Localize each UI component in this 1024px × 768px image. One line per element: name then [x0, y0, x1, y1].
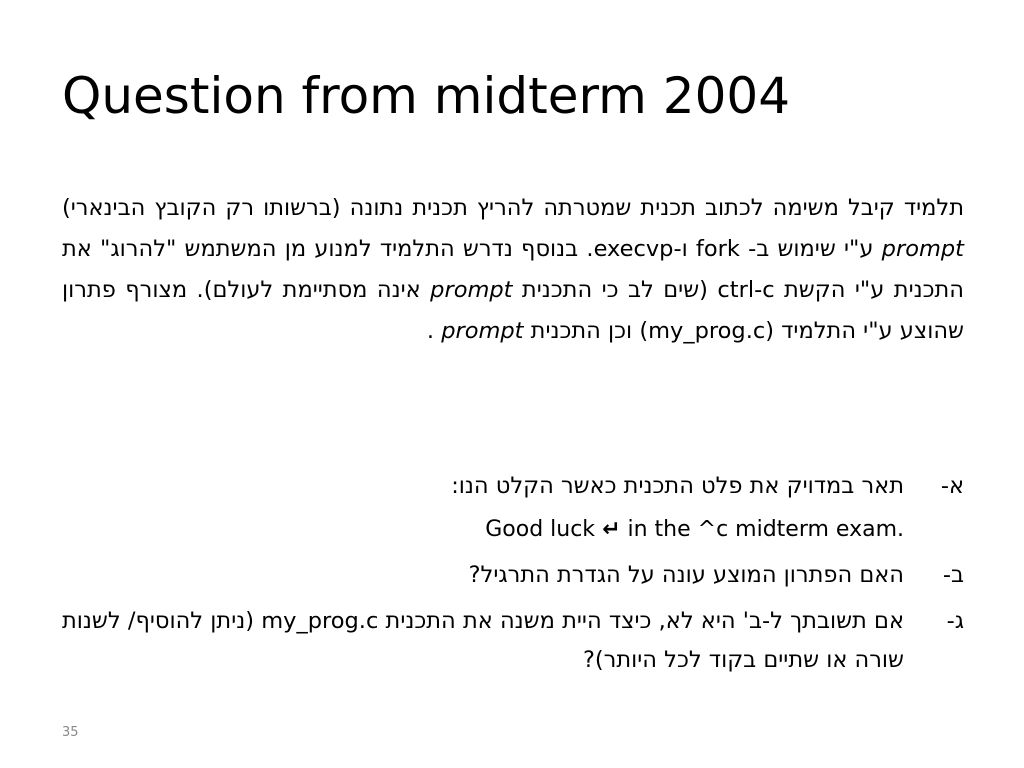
execvp-keyword: execvp: [593, 236, 674, 262]
paragraph-text: .: [426, 318, 442, 344]
fork-keyword: fork: [695, 236, 740, 262]
paragraph-text: (שים לב כי התכנית: [512, 277, 718, 303]
paragraph-text: ע"י שימוש ב-: [739, 236, 882, 262]
question-list: [62, 466, 964, 680]
example-text-part1: Good luck: [485, 517, 596, 542]
list-marker-c: ג-: [946, 608, 964, 634]
my-prog-filename: my_prog.c: [261, 608, 379, 634]
question-paragraph: [62, 188, 964, 352]
list-marker-a: א-: [940, 473, 964, 499]
list-item-b: [62, 555, 964, 596]
list-text-c: [62, 602, 904, 680]
list-item-a: [62, 466, 964, 507]
paragraph-text: ) וכן התכנית: [523, 318, 649, 344]
paragraph-text: תלמיד קיבל משימה לכתוב תכנית שמטרתה להריץ תכנית נתונה (ברשותו רק הקובץ הבינארי): [62, 195, 964, 221]
paragraph-text: ו-: [673, 236, 696, 262]
paragraph-text: אינה מסתיימת לעולם). מצורף פתרון שהוצע ע"י התלמיד (: [62, 277, 964, 344]
my-prog-filename: my_prog.c: [648, 318, 766, 344]
paragraph-text: . בנוסף נדרש התלמיד למנוע מן המשתמש "להרוג" את התכנית ע"י הקשת: [62, 236, 964, 303]
prompt-program-name: prompt: [441, 318, 524, 344]
list-text-a: תאר במדויק את פלט התכנית כאשר הקלט הנו:: [451, 473, 904, 499]
enter-arrow-icon: ↵: [602, 517, 621, 542]
example-input-line: [62, 511, 964, 549]
slide-title: Question from midterm 2004: [62, 67, 791, 125]
slide-number: 35: [62, 725, 79, 740]
example-text-part2: in the ^c midterm exam.: [627, 517, 904, 542]
list-text-c-part2: (ניתן להוסיף/ לשנות שורה או שתיים בקוד לכל היותר)?: [62, 608, 904, 673]
prompt-program-name: prompt: [430, 277, 513, 303]
prompt-program-name: prompt: [881, 236, 964, 262]
list-item-c: [62, 602, 964, 680]
list-text-c-part1: אם תשובתך ל-ב' היא לא, כיצד היית משנה את התכנית: [378, 608, 905, 634]
ctrl-c-keyword: ctrl-c: [717, 277, 775, 303]
list-text-b: האם הפתרון המוצע עונה על הגדרת התרגיל?: [468, 562, 904, 588]
list-marker-b: ב-: [942, 562, 964, 588]
